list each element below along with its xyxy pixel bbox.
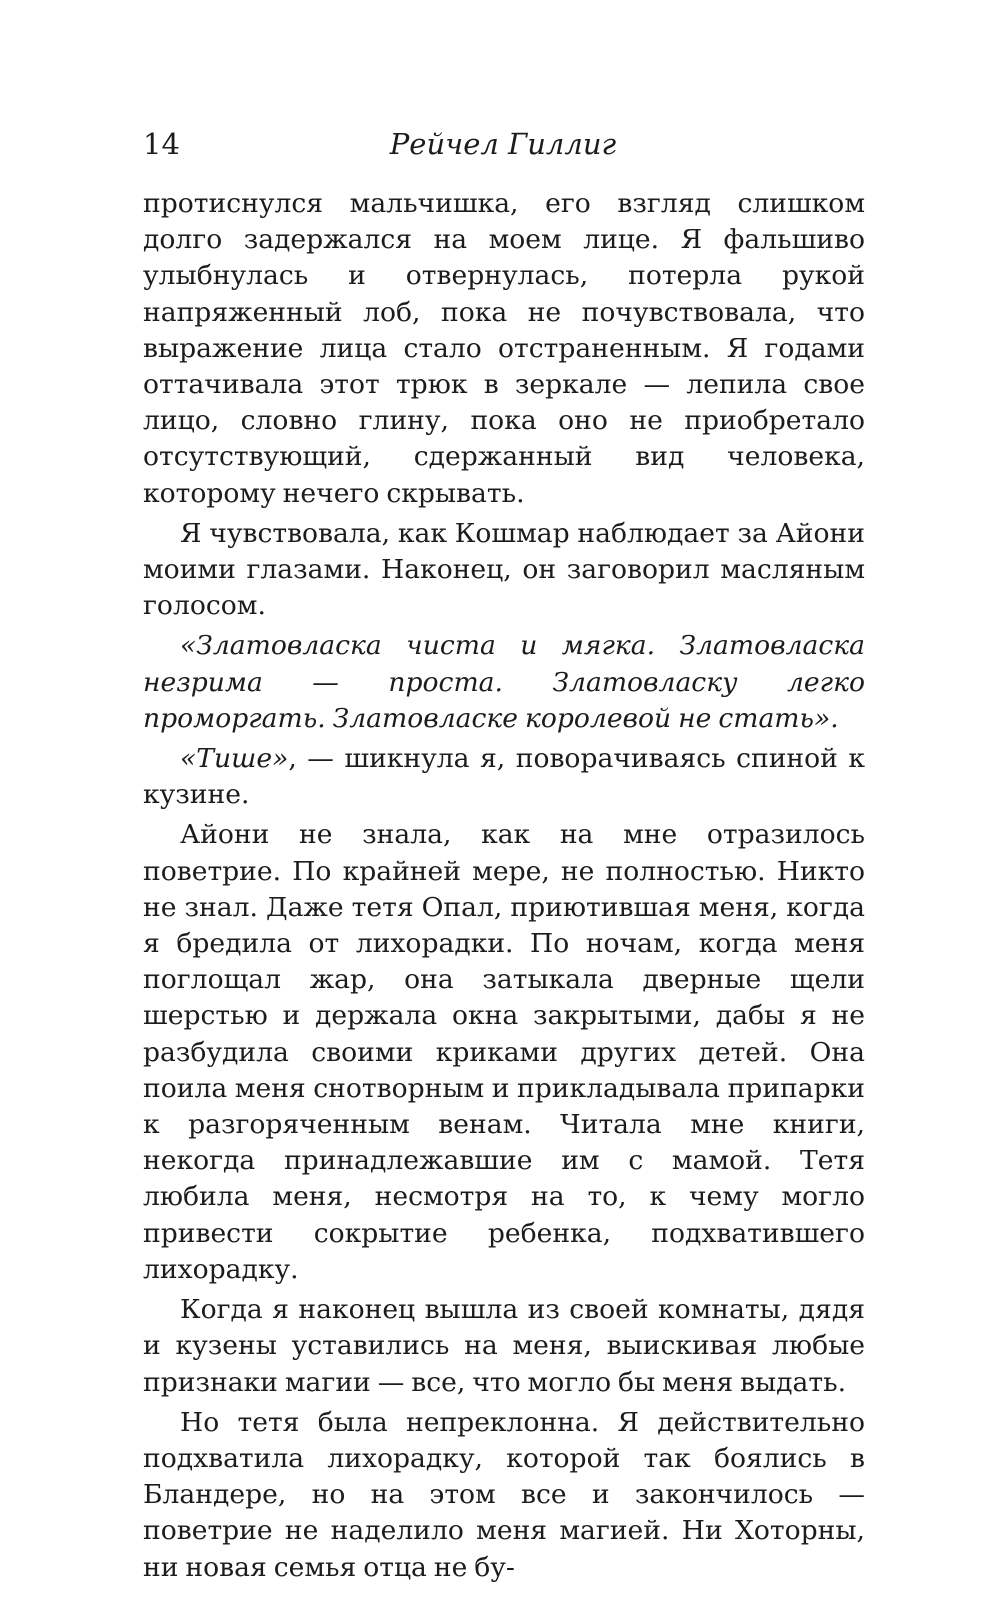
dialogue-paragraph	[143, 741, 865, 813]
paragraph: Айони не знала, как на мне отразилось поветрие. По крайней мере, не полностью. Никто не знал. Даже тетя Опал, приютившая меня, когда я бредила от лихорадки. По ночам, когда меня поглощал жар, она затыкала дверные щели шерстью и держала окна закрытыми, дабы я не разбудила своими криками других детей. Она поила меня снотворным и прикладывала припарки к разгоряченным венам. Читала мне книги, некогда принадлежавшие им с мамой. Тетя любила меня, несмотря на то, к чему могло привести сокрытие ребенка, подхватившего лихорадку.	[143, 819, 865, 1285]
paragraph: Но тетя была непреклонна. Я действительно подхватила лихорадку, которой так боялись в Бландере, но на этом все и закончилось — поветрие не наделило меня магией. Ни Хоторны, ни новая семья отца не бу-	[143, 1406, 865, 1583]
running-head	[143, 124, 863, 164]
page-number: 14	[143, 127, 180, 161]
paragraph-continuation: протиснулся мальчишка, его взгляд слишком долго задержался на моем лице. Я фальшиво улыбнулась и отвернулась, потерла рукой напряженный лоб, пока не почувствовала, что выражение лица стало отстраненным. Я годами оттачивала этот трюк в зеркале — лепила свое лицо, словно глину, пока оно не приобретало отсутствующий, сдержанный вид человека, которому нечего скрывать.	[143, 188, 865, 509]
body-text	[143, 186, 865, 1586]
dialogue-text: , — шикнула я, поворачиваясь спиной к кузине.	[143, 743, 865, 811]
book-author: Рейчел Гиллиг	[389, 127, 617, 161]
italic-quote-paragraph: «Златовласка чиста и мягка. Златовласка незрима — проста. Златовласку легко проморгать. Златовласке королевой не стать».	[143, 630, 865, 734]
italic-quote: «Тише»	[180, 743, 289, 775]
paragraph: Когда я наконец вышла из своей комнаты, дядя и кузены уставились на меня, выискивая любые признаки магии — все, что могло бы меня выдать.	[143, 1294, 865, 1398]
paragraph: Я чувствовала, как Кошмар наблюдает за Айони моими глазами. Наконец, он заговорил масляным голосом.	[143, 517, 865, 622]
